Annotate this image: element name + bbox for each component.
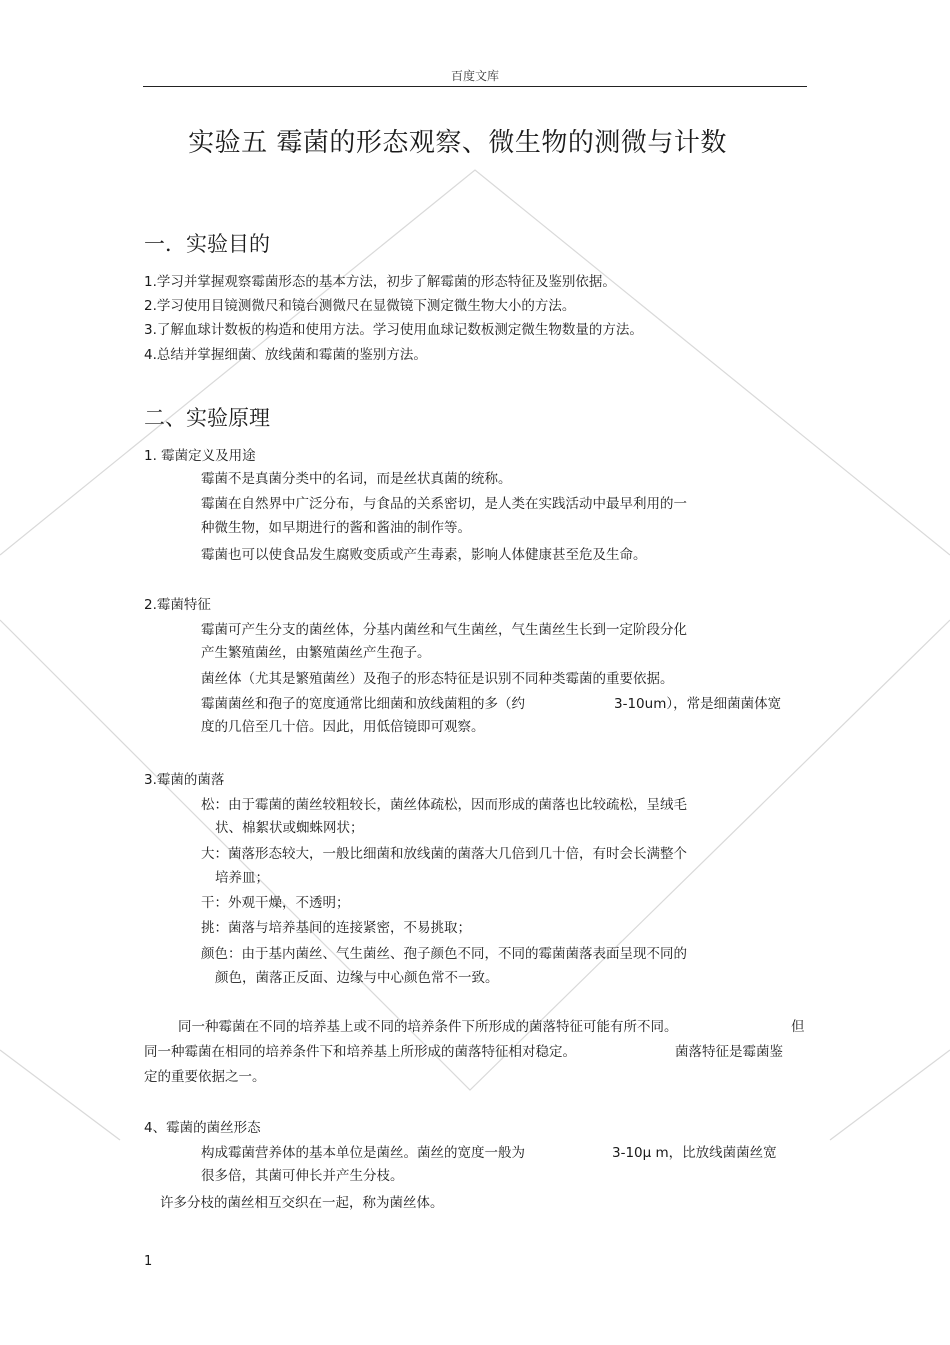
page-number: 1 xyxy=(144,1254,153,1269)
paragraph-line: 颜色，菌落正反面、边缘与中心颜色常不一致。 xyxy=(215,970,499,986)
paragraph-line: 菌落特征是霉菌鉴 xyxy=(675,1044,783,1060)
paragraph-line: 很多倍，其菌可伸长并产生分枝。 xyxy=(201,1168,404,1184)
subsection-title: 1. 霉菌定义及用途 xyxy=(144,448,256,464)
section-heading-principles: 二、实验原理 xyxy=(144,406,270,430)
section-heading-objectives: 一．实验目的 xyxy=(144,232,270,256)
page-header: 百度文库 xyxy=(450,69,499,83)
paragraph-line: 培养皿； xyxy=(215,870,269,886)
objective-item: 1.学习并掌握观察霉菌形态的基本方法，初步了解霉菌的形态特征及鉴别依据。 xyxy=(144,274,616,290)
subsection-title: 2.霉菌特征 xyxy=(144,597,211,613)
paragraph-line: 构成霉菌营养体的基本单位是菌丝。菌丝的宽度一般为 xyxy=(201,1145,525,1161)
paragraph-line: 状、棉絮状或蜘蛛网状； xyxy=(215,820,364,836)
subsection-title: 4、霉菌的菌丝形态 xyxy=(144,1120,261,1136)
paragraph-line: 干：外观干燥，不透明； xyxy=(201,895,350,911)
paragraph-line: 挑：菌落与培养基间的连接紧密，不易挑取； xyxy=(201,920,471,936)
paragraph-line: 霉菌在自然界中广泛分布，与食品的关系密切，是人类在实践活动中最早利用的一 xyxy=(201,496,687,512)
document-title: 实验五 霉菌的形态观察、微生物的测微与计数 xyxy=(188,128,727,158)
paragraph-line: 3-10μ m，比放线菌菌丝宽 xyxy=(612,1145,777,1161)
paragraph-line: 霉菌菌丝和孢子的宽度通常比细菌和放线菌粗的多（约 xyxy=(201,696,525,712)
paragraph-line: 同一种霉菌在相同的培养条件下和培养基上所形成的菌落特征相对稳定。 xyxy=(144,1044,576,1060)
paragraph-line: 度的几倍至几十倍。因此，用低倍镜即可观察。 xyxy=(201,719,485,735)
paragraph-line: 3-10um），常是细菌菌体宽 xyxy=(614,696,782,712)
objective-item: 4.总结并掌握细菌、放线菌和霉菌的鉴别方法。 xyxy=(144,347,427,363)
objective-item: 2.学习使用目镜测微尺和镜台测微尺在显微镜下测定微生物大小的方法。 xyxy=(144,298,576,314)
paragraph-line: 定的重要依据之一。 xyxy=(144,1069,266,1085)
paragraph-line: 松：由于霉菌的菌丝较粗较长，菌丝体疏松，因而形成的菌落也比较疏松，呈绒毛 xyxy=(201,797,687,813)
paragraph-line: 颜色：由于基内菌丝、气生菌丝、孢子颜色不同，不同的霉菌菌落表面呈现不同的 xyxy=(201,946,687,962)
paragraph-line: 同一种霉菌在不同的培养基上或不同的培养条件下所形成的菌落特征可能有所不同。 xyxy=(178,1019,678,1035)
paragraph-line: 霉菌可产生分支的菌丝体，分基内菌丝和气生菌丝，气生菌丝生长到一定阶段分化 xyxy=(201,622,687,638)
subsection-title: 3.霉菌的菌落 xyxy=(144,772,225,788)
paragraph-line: 产生繁殖菌丝，由繁殖菌丝产生孢子。 xyxy=(201,645,431,661)
paragraph-line: 种微生物，如早期进行的酱和酱油的制作等。 xyxy=(201,520,471,536)
paragraph-line: 霉菌不是真菌分类中的名词，而是丝状真菌的统称。 xyxy=(201,471,512,487)
paragraph-line: 菌丝体（尤其是繁殖菌丝）及孢子的形态特征是识别不同种类霉菌的重要依据。 xyxy=(201,671,674,687)
paragraph-line: 许多分枝的菌丝相互交织在一起，称为菌丝体。 xyxy=(160,1195,444,1211)
header-rule xyxy=(143,86,807,87)
objective-item: 3.了解血球计数板的构造和使用方法。学习使用血球记数板测定微生物数量的方法。 xyxy=(144,322,643,338)
paragraph-line: 大：菌落形态较大，一般比细菌和放线菌的菌落大几倍到几十倍，有时会长满整个 xyxy=(201,846,687,862)
paragraph-line: 但 xyxy=(791,1019,805,1035)
paragraph-line: 霉菌也可以使食品发生腐败变质或产生毒素，影响人体健康甚至危及生命。 xyxy=(201,547,647,563)
